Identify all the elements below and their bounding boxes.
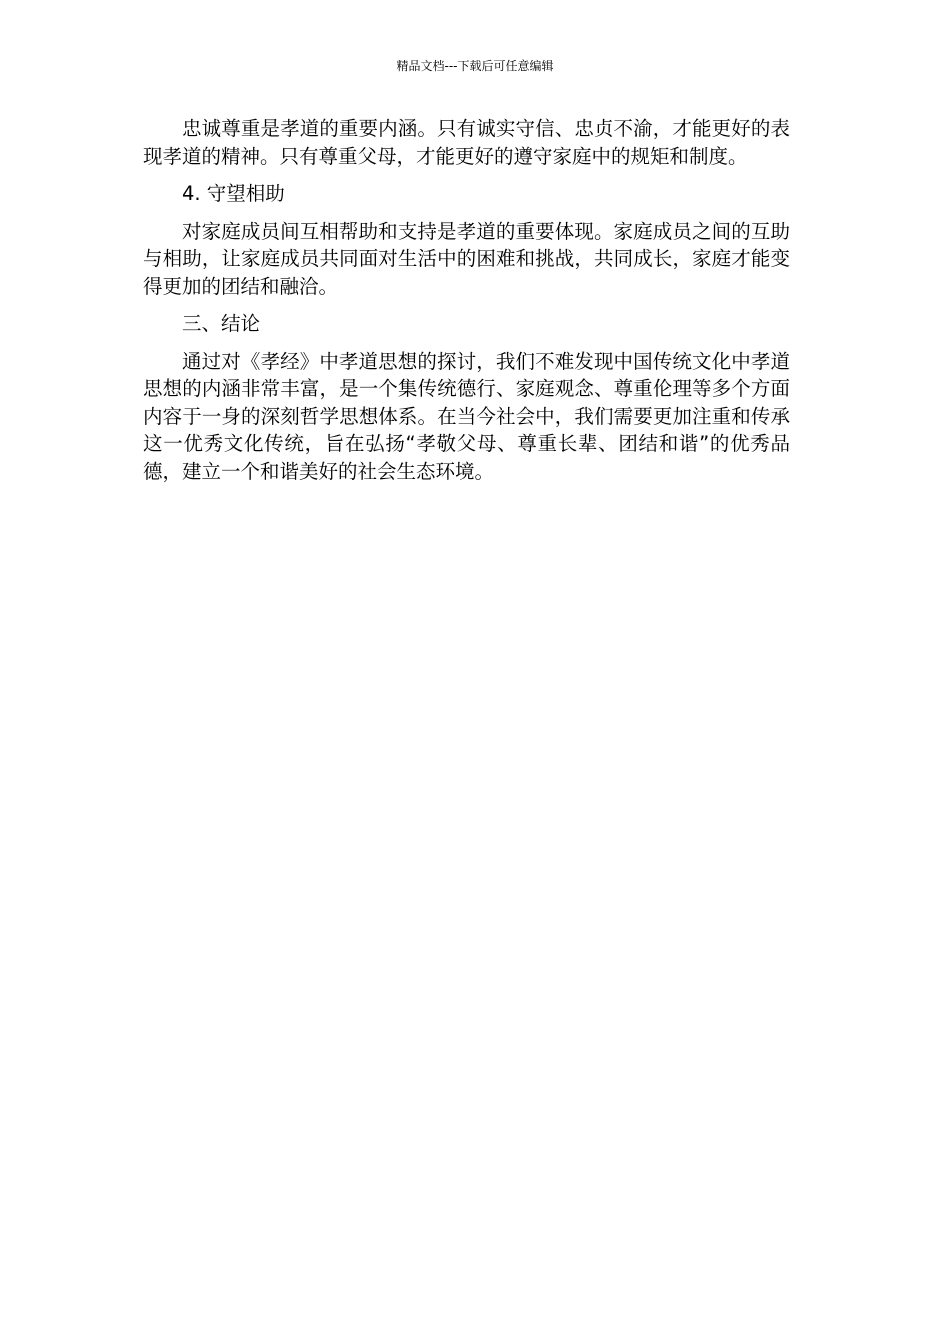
section-heading-mutual-help: 4. 守望相助 [182, 182, 285, 205]
paragraph-mutual-help: 对家庭成员间互相帮助和支持是孝道的重要体现。家庭成员之间的互助与相助，让家庭成员共同面对生活中的困难和挑战，共同成长，家庭才能变得更加的团结和融洽。 [143, 219, 790, 298]
section-heading-conclusion: 三、结论 [182, 312, 261, 335]
paragraph-conclusion: 通过对《孝经》中孝道思想的探讨，我们不难发现中国传统文化中孝道思想的内涵非常丰富，是一个集传统德行、家庭观念、尊重伦理等多个方面内容于一身的深刻哲学思想体系。在当今社会中，我们需要更加注重和传承这一优秀文化传统，旨在弘扬“孝敬父母、尊重长辈、团结和谐”的优秀品德，建立一个和谐美好的社会生态环境。 [143, 349, 790, 483]
document-body [143, 115, 790, 495]
page-header: 精品文档---下载后可任意编辑 [396, 59, 554, 73]
paragraph-loyalty-respect: 忠诚尊重是孝道的重要内涵。只有诚实守信、忠贞不渝，才能更好的表现孝道的精神。只有尊重父母，才能更好的遵守家庭中的规矩和制度。 [143, 117, 790, 168]
